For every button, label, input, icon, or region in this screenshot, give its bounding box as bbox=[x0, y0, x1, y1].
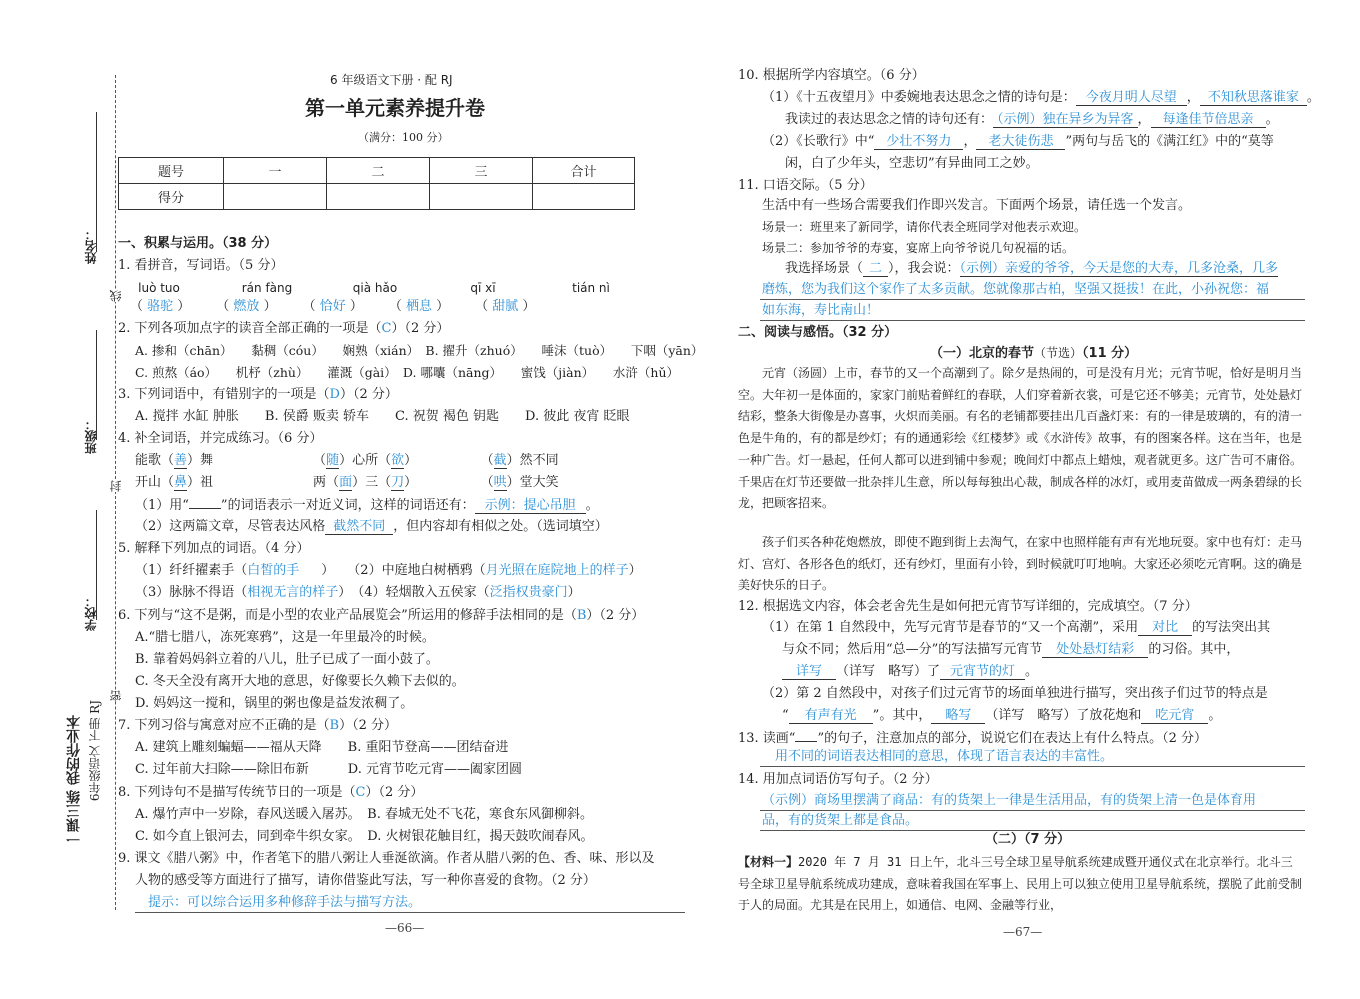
q10-answer[interactable]: 今夜月明人尽望 bbox=[1076, 90, 1187, 106]
q10-answer[interactable]: 每逢佳节倍思亲 bbox=[1151, 112, 1266, 128]
q3-options: A. 搅拌 水缸 肿胀 B. 侯爵 贩卖 轿车 C. 祝贺 褐色 钥匙 D. 彼此 夜宵 眨眼 bbox=[135, 409, 630, 424]
page-title: 第一单元素养提升卷 bbox=[305, 96, 485, 120]
q4-1-text: （1）用“ bbox=[135, 498, 189, 513]
q11-stem: 11. 口语交际。（5 分） bbox=[738, 178, 873, 193]
q4-answer[interactable]: 鼻 bbox=[174, 475, 188, 490]
binding-line bbox=[115, 75, 116, 910]
q1-answer[interactable]: 栖息 bbox=[405, 299, 432, 314]
q4-text: （ bbox=[487, 475, 494, 490]
q14-answer[interactable]: 品，有的货架上都是食品。 bbox=[762, 813, 919, 828]
q4-1-answer[interactable]: 示例：提心吊胆 bbox=[475, 498, 586, 514]
q10-2: （2）《长歌行》中“ 少壮不努力 ， 老大徒伤悲 ”两句与岳飞的《满江红》中的“莫等 bbox=[762, 134, 1274, 149]
score-cell[interactable] bbox=[327, 184, 430, 210]
q1-answer[interactable]: 恰好 bbox=[319, 299, 346, 314]
q12-answer[interactable]: 有声有光 bbox=[789, 708, 873, 724]
q4-sub-2 bbox=[135, 517, 608, 537]
q12-answer[interactable]: 对比 bbox=[1138, 620, 1192, 636]
passage-1-paragraph-1: 元宵（汤圆）上市，春节的又一个高潮到了。除夕是热闹的，可是没有月光；元宵节呢，恰好是明月当空。大年初一是体面的，家家门前贴着鲜红的春联，人们穿着新衣裳，可是它还不够美；元宵节，处处悬灯结彩，整条大街像是办喜事，火炽而美丽。有名的老铺都要挂出几百盏灯来：有的一律是玻璃的，有的清一色是牛角的，有的都是纱灯；有的通通彩绘《红楼梦》或《水浒传》故事，有的图案各样。这在当年，也是一种广告。灯一悬起，任何人都可以进到铺中参观；晚间灯中都点上蜡烛，观者就更多。这广告可不庸俗。千果店在灯节还要做一批杂拌儿生意，所以每每独出心裁，制成各样的冰灯，或用麦苗做成一两条碧绿的长龙，把顾客招来。 bbox=[738, 366, 1303, 511]
q10-text: （1）《十五夜望月》中委婉地表达思念之情的诗句是： bbox=[762, 90, 1076, 105]
q1-answer[interactable]: 甜腻 bbox=[492, 299, 519, 314]
pinyin: qià hǎo bbox=[352, 281, 398, 295]
q12-answer[interactable]: 吃元宵 bbox=[1141, 708, 1208, 724]
q4-text: ）三（ bbox=[352, 475, 392, 490]
q11-answer[interactable]: 磨炼，您为我们这个家作了太多贡献。您就像那古柏，坚强又挺拔！在此，小孙祝您：福 bbox=[762, 282, 1270, 297]
q11-answer[interactable]: 如东海，寿比南山！ bbox=[762, 303, 880, 318]
score-header-cell: 三 bbox=[430, 158, 533, 184]
name-label: 姓名： bbox=[84, 228, 98, 264]
passage-title-score: （11 分） bbox=[1082, 346, 1138, 361]
q4-1-text: ”的词语表示一对近义词，这样的词语还有： bbox=[220, 498, 475, 513]
q10-2c: 闲，白了少年头，空悲切”有异曲同工之妙。 bbox=[785, 156, 1039, 171]
q5-answer[interactable]: 白皙的手 bbox=[247, 563, 300, 578]
q12-text: 的习俗。其中， bbox=[1148, 642, 1240, 657]
q2-text: 2. 下列各项加点字的读音全部正确的一项是（ bbox=[118, 321, 382, 336]
q11-text: 我选择场景（ bbox=[785, 261, 864, 276]
section-2-heading: 二、阅读与感悟。（32 分） bbox=[738, 325, 898, 340]
name-blank[interactable] bbox=[96, 112, 97, 252]
q12-text: （详写 略写）了 bbox=[836, 664, 941, 679]
pinyin: rán fàng bbox=[241, 281, 293, 295]
q4-text: ）堂大笑 bbox=[506, 475, 559, 490]
school-blank[interactable] bbox=[96, 510, 97, 620]
q4-text: 开山（ bbox=[135, 475, 175, 490]
q6-text: 6. 下列与“这不是粥，而是小型的农业产品展览会”所运用的修辞手法相同的是（ bbox=[118, 608, 577, 623]
q5-answer[interactable]: 相视无言的样子 bbox=[247, 585, 339, 600]
q3-score: ）（2 分） bbox=[339, 387, 398, 402]
q6-stem bbox=[118, 606, 644, 626]
q6-option: A.“腊七腊八，冻死寒鸦”，这是一年里最冷的时候。 bbox=[135, 630, 435, 645]
xian-mark: 线 bbox=[109, 290, 123, 302]
q9-stem-2: 人物的感受等方面进行了描写，请你借鉴此写法，写一种你喜爱的食物。（2 分） bbox=[135, 873, 596, 888]
page-number-right: —67— bbox=[1003, 925, 1043, 939]
q12-text: （详写 略写）了放花炮和 bbox=[985, 708, 1142, 723]
wavy-blank bbox=[189, 495, 221, 509]
q5-answer[interactable]: 月光照在庭院地上的样子 bbox=[485, 563, 629, 578]
q4-text: ） bbox=[404, 453, 418, 468]
score-cell[interactable] bbox=[533, 184, 635, 210]
q5-stem: 5. 解释下列加点的词语。（4 分） bbox=[118, 541, 310, 556]
score-note: （满分：100 分） bbox=[358, 131, 449, 144]
q4-answer[interactable]: 截 bbox=[493, 453, 507, 468]
pinyin: tián nì bbox=[572, 281, 610, 295]
q1-pinyin-row bbox=[108, 278, 642, 299]
q11-answer-line-1 bbox=[785, 259, 1278, 279]
q11-scene-1: 场景一：班里来了新同学，请你代表全班同学对他表示欢迎。 bbox=[762, 220, 1087, 234]
passage-title-text: （一）北京的春节 bbox=[930, 346, 1035, 361]
q3-text: 3. 下列词语中，有错别字的一项是（ bbox=[118, 387, 330, 402]
q13-stem bbox=[738, 728, 1207, 749]
page-number-left: —66— bbox=[385, 921, 425, 935]
q4-2-text: ，但内容却有相似之处。（选词填空） bbox=[393, 519, 608, 534]
q10-answer[interactable]: 老大徒伤悲 bbox=[976, 134, 1065, 150]
q12-1b bbox=[782, 640, 1239, 660]
passage-1-title bbox=[930, 343, 1137, 364]
q4-text: 能歌（ bbox=[135, 453, 175, 468]
q7-stem bbox=[118, 716, 397, 736]
q4-answer[interactable]: 欲 bbox=[391, 453, 405, 468]
q4-text: ）心所（ bbox=[339, 453, 392, 468]
pinyin: luò tuo bbox=[138, 281, 180, 295]
q10-text: （2）《长歌行》中“ bbox=[762, 134, 875, 149]
q13-text: 13. 读画“ bbox=[738, 731, 796, 746]
q4-answer[interactable]: 随 bbox=[326, 453, 340, 468]
score-table bbox=[118, 157, 635, 210]
q6-option: B. 靠着妈妈斜立着的八儿，肚子已成了一面小鼓了。 bbox=[135, 652, 439, 667]
q10-answer[interactable]: 少壮不努力 bbox=[874, 134, 963, 150]
mi-mark: 密 bbox=[109, 690, 123, 702]
brand-logo: 一课三练 我的作业本 bbox=[66, 715, 82, 846]
feng-mark: 封 bbox=[109, 480, 123, 492]
q12-answer[interactable]: 略写 bbox=[931, 708, 985, 724]
q5-row-2: （3）脉脉不得语（相视无言的样子） （4）轻烟散入五侯家（泛指权贵豪门） bbox=[135, 585, 581, 600]
class-blank[interactable] bbox=[96, 330, 97, 440]
q7-score: ）（2 分） bbox=[339, 718, 398, 733]
q11-text: 生活中有一些场合需要我们作即兴发言。下面两个场景，请任选一个发言。 bbox=[762, 198, 1192, 213]
score-header-cell: 一 bbox=[224, 158, 327, 184]
q5-answer[interactable]: 泛指权贵豪门 bbox=[489, 585, 568, 600]
section-1-heading: 一、积累与运用。（38 分） bbox=[118, 236, 278, 251]
score-header-cell: 题号 bbox=[119, 158, 224, 184]
passage-2-title: （二）（7 分） bbox=[985, 832, 1071, 847]
q7-option: A. 建筑上雕刻蝙蝠——福从天降 B. 重阳节登高——团结奋进 bbox=[135, 740, 509, 755]
answer-line bbox=[760, 299, 1305, 300]
material-1 bbox=[738, 852, 1304, 918]
q12-text: 的写法突出其 bbox=[1192, 620, 1271, 635]
q12-stem: 12. 根据选文内容，体会老舍先生是如何把元宵节写详细的，完成填空。（7 分） bbox=[738, 599, 1198, 614]
q14-stem: 14. 用加点词语仿写句子。（2 分） bbox=[738, 772, 938, 787]
q14-answer[interactable]: （示例）商场里摆满了商品：有的货架上一律是生活用品，有的货架上清一色是体育用 bbox=[762, 793, 1257, 808]
q12-text: ”。其中， bbox=[872, 708, 932, 723]
q4-sub-1 bbox=[135, 495, 599, 516]
q9-stem: 9. 课文《腊八粥》中，作者笔下的腊八粥让人垂涎欲滴。作者从腊八粥的色、香、味、形以及 bbox=[118, 851, 655, 866]
q11-scene-2: 场景二：参加爷爷的寿宴，宴席上向爷爷说几句祝福的话。 bbox=[762, 241, 1075, 255]
q2-stem bbox=[118, 319, 449, 339]
q10-stem: 10. 根据所学内容填空。（6 分） bbox=[738, 68, 925, 83]
q9-answer-line bbox=[135, 912, 685, 913]
q10-1b: 我读过的表达思念之情的诗句还有： （示例）独在异乡为异客 ， 每逢佳节倍思亲 。 bbox=[785, 112, 1279, 127]
q7-text: 7. 下列习俗与寓意对应不正确的是（ bbox=[118, 718, 330, 733]
q4-text: ）舞 bbox=[187, 453, 214, 468]
passage-title-note: （节选） bbox=[1034, 346, 1083, 360]
q5-row-1: （1）纤纤擢素手（白皙的手 ） （2）中庭地白树栖鸦（月光照在庭院地上的样子） bbox=[135, 563, 642, 578]
q12-answer[interactable]: 处处悬灯结彩 bbox=[1042, 642, 1148, 658]
score-cell[interactable] bbox=[224, 184, 327, 210]
q4-text: 两（ bbox=[313, 475, 340, 490]
q6-option: D. 妈妈这一搅和，锅里的粥也像是益发浓稠了。 bbox=[135, 696, 414, 711]
q12-2b bbox=[782, 706, 1221, 726]
q4-answer[interactable]: 面 bbox=[339, 475, 353, 490]
q6-score: ）（2 分） bbox=[586, 608, 645, 623]
answer-line bbox=[760, 320, 1305, 321]
q4-stem: 4. 补全词语，并完成练习。（6 分） bbox=[118, 431, 323, 446]
score-header-cell: 合计 bbox=[533, 158, 635, 184]
q3-stem bbox=[118, 385, 398, 405]
q4-row-1 bbox=[135, 451, 559, 471]
q5-text: （3）脉脉不得语（ bbox=[135, 585, 248, 600]
material-1-text: 2020 年 7 月 31 日上午，北斗三号全球卫星导航系统建成暨开通仪式在北京举行。北斗三号全球卫星导航系统成功建成，意味着我国在军事上、民用上可以独立使用卫星导航系统，摆脱了此前受制于人的局面。尤其是在民用上，如通信、电网、金融等行业， bbox=[738, 855, 1303, 913]
q8-answer[interactable]: C bbox=[355, 785, 366, 800]
q10-answer[interactable]: 不知秋思落谁家 bbox=[1200, 90, 1307, 106]
q4-text: ） bbox=[404, 475, 418, 490]
q4-1-text: 。 bbox=[585, 498, 599, 513]
q4-text: ）祖 bbox=[187, 475, 214, 490]
q8-option: C. 如今直上银河去，同到牵牛织女家。 D. 火树银花触目红，揭天鼓吹闹春风。 bbox=[135, 829, 594, 844]
q4-answer[interactable]: 刀 bbox=[391, 475, 405, 490]
q5-text: （1）纤纤擢素手（ bbox=[135, 563, 248, 578]
answer-line bbox=[760, 766, 1305, 767]
q12-text: “ bbox=[782, 708, 789, 723]
q12-answer[interactable]: 元宵节的灯 bbox=[940, 664, 1025, 680]
q10-text: 我读过的表达思念之情的诗句还有： bbox=[785, 112, 994, 127]
q8-stem bbox=[118, 783, 423, 803]
q13-text: ”的句子，注意加点的部分，说说它们在表达上有什么特点。（2 分） bbox=[817, 731, 1208, 746]
class-label: 班级： bbox=[84, 418, 98, 454]
q6-option: C. 冬天全没有离开大地的意思，好像要长久赖下去似的。 bbox=[135, 674, 465, 689]
q1-stem: 1. 看拼音，写词语。（5 分） bbox=[118, 258, 284, 273]
q1-answer[interactable]: 燃放 bbox=[233, 299, 260, 314]
brand-sub: 6年级语文 下册 RJ bbox=[88, 700, 102, 802]
q12-1a bbox=[762, 618, 1270, 638]
q12-2a: （2）第 2 自然段中，对孩子们过元宵节的场面单独进行描写，突出孩子们过节的特点是 bbox=[762, 686, 1268, 701]
q3-answer[interactable]: D bbox=[329, 387, 340, 402]
q2-options-ab: A. 掺和（chān） 黏稠（cóu） 娴熟（xián） B. 擢升（zhuó） 唾沫（tuò） 下咽（yān） bbox=[135, 343, 704, 358]
q2-answer[interactable]: C bbox=[381, 321, 392, 336]
wavy-blank bbox=[795, 728, 817, 742]
q12-text: （1）在第 1 自然段中，先写元宵节是春节的“又一个高潮”，采用 bbox=[762, 620, 1139, 635]
q5-text: ） （2）中庭地白树栖鸦（ bbox=[321, 563, 486, 578]
q2-score: ）（2 分） bbox=[391, 321, 450, 336]
q10-1: （1）《十五夜望月》中委婉地表达思念之情的诗句是： 今夜月明人尽望 ， 不知秋思落谁家 。 bbox=[762, 90, 1320, 105]
q10-text: ”两句与岳飞的《满江红》中的“莫等 bbox=[1065, 134, 1274, 149]
q10-answer[interactable]: （示例）独在异乡为异客 bbox=[993, 112, 1138, 128]
q8-text: 8. 下列诗句不是描写传统节日的一项是（ bbox=[118, 785, 356, 800]
q12-answer[interactable]: 详写 bbox=[782, 664, 836, 680]
q8-option: A. 爆竹声中一岁除，春风送暖入屠苏。 B. 春城无处不飞花，寒食东风御柳斜。 bbox=[135, 807, 593, 822]
score-header-cell: 二 bbox=[327, 158, 430, 184]
q4-answer[interactable]: 善 bbox=[174, 453, 188, 468]
score-cell[interactable] bbox=[430, 184, 533, 210]
q13-answer[interactable]: 用不同的词语表达相同的意思，体现了语言表达的丰富性。 bbox=[775, 749, 1114, 764]
q4-row-2 bbox=[135, 473, 559, 493]
q11-text: ），我会说： bbox=[888, 261, 960, 276]
pinyin: qī xī bbox=[470, 281, 496, 295]
q7-option: C. 过年前大扫除——除旧布新 D. 元宵节吃元宵——阖家团圆 bbox=[135, 762, 522, 777]
page-subtitle: 6 年级语文下册 · 配 RJ bbox=[330, 73, 453, 87]
q2-options-cd: C. 煎熬（áo） 机杼（zhù） 灌溉（gài） D. 哪囔（nāng） 蜜饯（jiàn） 水浒（hǔ） bbox=[135, 365, 679, 380]
q4-text: （ bbox=[313, 453, 327, 468]
q11-scene-answer[interactable]: 二 bbox=[863, 261, 888, 277]
q1-answer-row: （ 骆驼 ） （ 燃放 ） （ 恰好 ） （ 栖息 ） （ 甜腻 ） bbox=[130, 299, 536, 314]
q11-answer[interactable]: （示例）亲爱的爷爷，今天是您的大寿，几多沧桑，几多 bbox=[959, 261, 1279, 276]
q12-1c bbox=[782, 662, 1038, 682]
q4-2-text: （2）这两篇文章，尽管表达风格 bbox=[135, 519, 326, 534]
q4-answer[interactable]: 哄 bbox=[493, 475, 507, 490]
q7-answer[interactable]: B bbox=[329, 718, 340, 733]
material-1-label: 【材料一】 bbox=[738, 855, 799, 869]
q4-text: ）然不同 bbox=[506, 453, 559, 468]
q5-text: ） （4）轻烟散入五侯家（ bbox=[338, 585, 490, 600]
q6-answer[interactable]: B bbox=[576, 608, 587, 623]
q4-text: （ bbox=[487, 453, 494, 468]
school-label: 学校： bbox=[84, 595, 98, 631]
score-row-label: 得分 bbox=[119, 184, 224, 210]
q12-text: 。 bbox=[1025, 664, 1039, 679]
q4-2-answer[interactable]: 截然不同 bbox=[325, 519, 393, 535]
q8-score: ）（2 分） bbox=[365, 785, 424, 800]
q12-text: 。 bbox=[1208, 708, 1222, 723]
q12-text: 与众不同；然后用“总—分”的写法描写元宵节 bbox=[782, 642, 1043, 657]
passage-1-paragraph-2: 孩子们买各种花炮燃放，即使不跑到街上去淘气，在家中也照样能有声有光地玩耍。家中也有灯：走马灯、宫灯、各形各色的纸灯，还有纱灯，里面有小铃，到时候就叮叮地响。大家还必须吃元宵啊。这的确是美好快乐的日子。 bbox=[738, 535, 1303, 593]
q1-answer[interactable]: 骆驼 bbox=[147, 299, 174, 314]
q9-answer[interactable]: 提示：可以综合运用多种修辞手法与描写方法。 bbox=[148, 895, 422, 910]
